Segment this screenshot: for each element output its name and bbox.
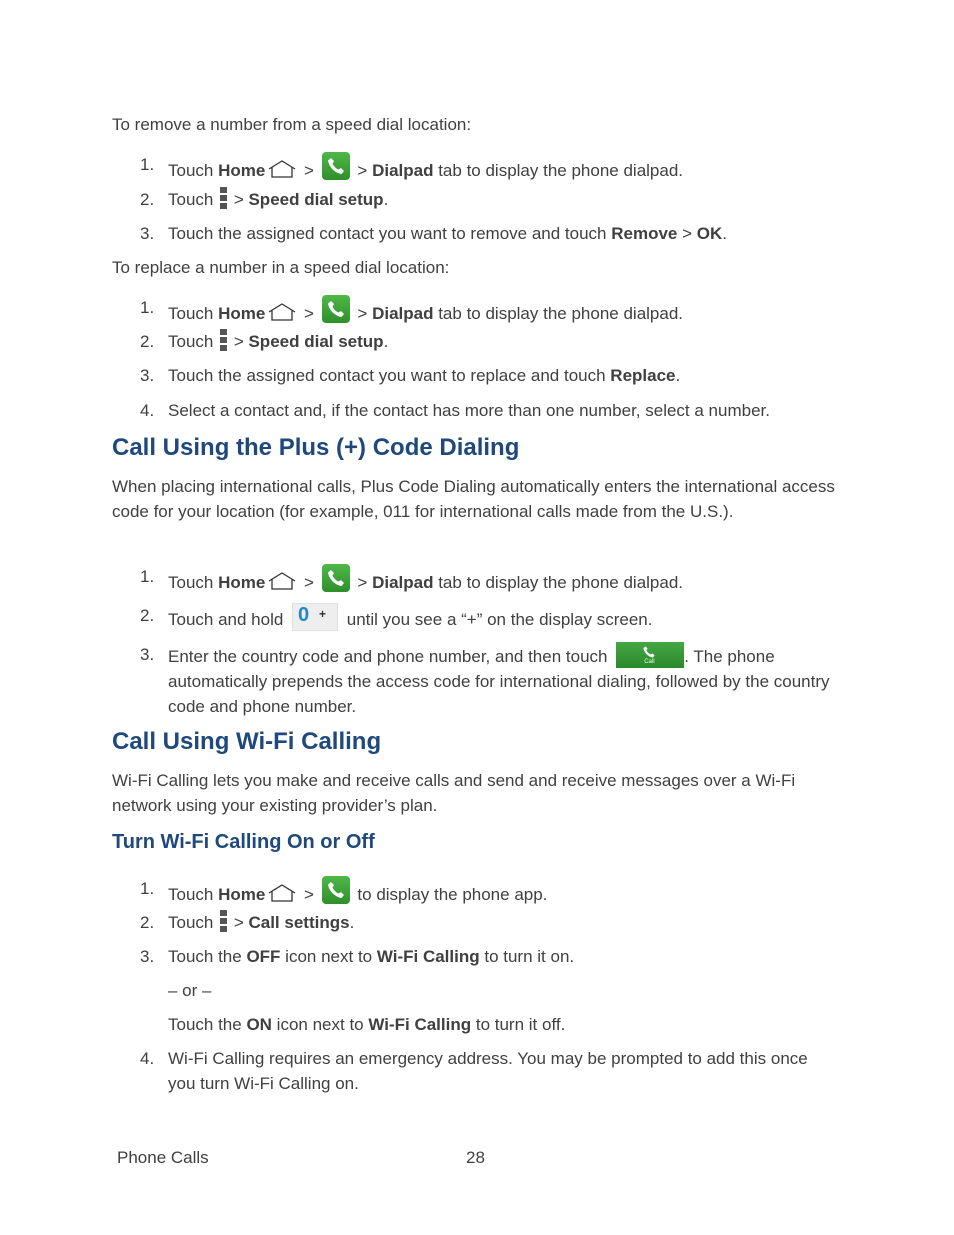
list-item: 2. Touch and hold 0 + until you see a “+” on the display screen. [140, 604, 653, 629]
list-item: 3. Touch the assigned contact you want to remove and touch Remove > OK. [140, 224, 727, 243]
section-heading-plus-code: Call Using the Plus (+) Code Dialing [112, 434, 520, 461]
list-item: 4. Wi-Fi Calling requires an emergency address. You may be prompted to add this once you turn Wi-Fi Calling on. [140, 1049, 808, 1093]
list-item: 3. Touch the assigned contact you want to replace and touch Replace. [140, 366, 681, 385]
list-item: 1. Touch Home > to display the phone app. [140, 876, 840, 907]
wifi-calling-paragraph: Wi-Fi Calling lets you make and receive calls and send and receive messages over a Wi-Fi network using your existing provider’s plan. [112, 771, 796, 815]
list-item: 2. Touch > Speed dial setup. [140, 187, 840, 212]
list-item: 4. Select a contact and, if the contact has more than one number, select a number. [140, 401, 770, 420]
home-icon [267, 884, 297, 902]
menu-icon [220, 329, 227, 351]
list-item: 2. Touch > Call settings. [140, 910, 840, 935]
section-heading-wifi-calling: Call Using Wi-Fi Calling [112, 728, 382, 755]
phone-app-icon [322, 564, 350, 592]
or-separator: – or – [168, 981, 212, 1000]
menu-icon [220, 910, 227, 932]
home-icon [267, 303, 297, 321]
home-icon [267, 572, 297, 590]
phone-app-icon [322, 295, 350, 323]
zero-plus-key-icon: 0 + [292, 603, 338, 631]
list-item: 3. Touch the OFF icon next to Wi-Fi Calling to turn it on. [140, 947, 575, 966]
intro-replace: To replace a number in a speed dial location: [112, 258, 450, 277]
home-icon [267, 160, 297, 178]
menu-icon [220, 187, 227, 209]
list-item: 2. Touch > Speed dial setup. [140, 329, 840, 354]
list-item: 1. Touch Home > > Dialpad tab to display the phone dialpad. [140, 152, 840, 183]
phone-app-icon [322, 876, 350, 904]
call-button-icon: Call [616, 642, 684, 668]
list-item: 3. Enter the country code and phone number, and then touch Call . The phone automatically prepends the access code for international dialing, followed by the country code and phone number. [140, 642, 840, 719]
plus-code-paragraph: When placing international calls, Plus Code Dialing automatically enters the international access code for your location (for example, 011 for international calls made from the U.S.). [112, 477, 835, 521]
list-item: 1. Touch Home > > Dialpad tab to display the phone dialpad. [140, 564, 840, 595]
list-item-continuation: Touch the ON icon next to Wi-Fi Calling to turn it off. [168, 1015, 566, 1034]
subheading-turn-wifi-calling: Turn Wi-Fi Calling On or Off [112, 831, 375, 853]
intro-remove: To remove a number from a speed dial location: [112, 115, 472, 134]
footer-section-name: Phone Calls [117, 1148, 209, 1167]
footer-page-number: 28 [466, 1148, 485, 1167]
list-item: 1. Touch Home > > Dialpad tab to display the phone dialpad. [140, 295, 840, 326]
phone-app-icon [322, 152, 350, 180]
